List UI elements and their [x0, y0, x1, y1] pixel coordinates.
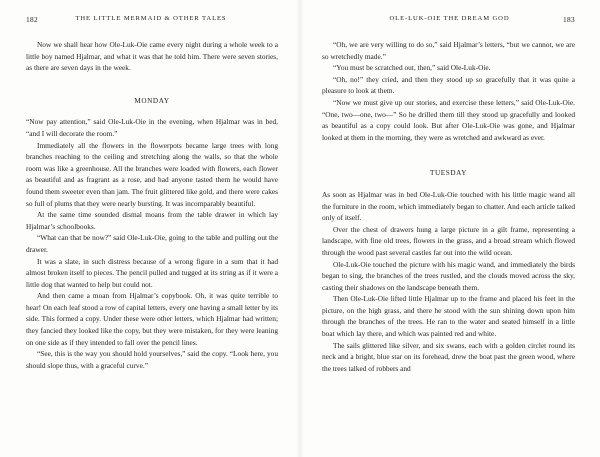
right-page	[300, 0, 600, 457]
paragraph: Then Ole-Luk-Oie lifted little Hjalmar up to the frame and placed his feet in the picture, on the high grass, and there he stood with the sun shining down upon him through the branches of the trees. He ran to the water and seated himself in a little boat which lay there, and which was painted red and white.	[322, 294, 575, 339]
right-running-title: OLE-LUK-OIE THE DREAM GOD	[389, 15, 510, 22]
paragraph: “What can that be now?” said Ole-Luk-Oie, going to the table and pulling out the drawer.	[26, 233, 278, 254]
section-heading-tuesday: TUESDAY	[429, 169, 468, 178]
paragraph: “Now we must give up our stories, and exercise these letters,” said Ole-Luk-Oie. “One, two—one, two—” So he drilled them till they stood up gracefully and looked as beautiful as a copy could look. But after Ole-Luk-Oie was gone, and Hjalmar looked at them in the morning, they were as wretched and awkward as ever.	[322, 97, 575, 142]
paragraph: Ole-Luk-Oie touched the picture with his magic wand, and immediately the birds began to sing, the branches of the trees rustled, and the clouds moved across the sky, casting their shadows on the landscape beneath them.	[322, 259, 575, 292]
left-running-title: THE LITTLE MERMAID & OTHER TALES	[75, 15, 227, 22]
paragraph: At the same time sounded dismal moans from the table drawer in which lay Hjalmar’s schoolbooks.	[26, 210, 278, 231]
paragraph: “Now pay attention,” said Ole-Luk-Oie in the evening, when Hjalmar was in bed, “and I will decorate the room.”	[26, 117, 278, 138]
paragraph: “You must be scratched out, then,” said Ole-Luk-Oie.	[333, 63, 491, 73]
paragraph: “See, this is the way you should hold yourselves,” said the copy. “Look here, you should slope thus, with a graceful curve.”	[26, 349, 278, 370]
paragraph: As soon as Hjalmar was in bed Ole-Luk-Oie touched with his little magic wand all the furniture in the room, which immediately began to chatter. And each article talked only of itself.	[322, 189, 575, 223]
paragraph: Over the chest of drawers hung a large picture in a gilt frame, representing a landscape, with fine old trees, flowers in the grass, and a broad stream which flowed through the wood past several castles far out into the wild ocean.	[322, 224, 575, 257]
paragraph: It was a slate, in such distress because of a wrong figure in a sum that it had almost broken itself to pieces. The pencil pulled and tugged at its string as if it were a little dog that wanted to help but could not.	[26, 256, 278, 289]
right-body	[322, 39, 575, 374]
left-running-head	[26, 15, 278, 24]
paragraph: “Oh, we are very willing to do so,” said Hjalmar’s letters, “but we cannot, we are so wretchedly made.”	[322, 40, 575, 61]
paragraph: The sails glittered like silver, and six swans, each with a golden circlet round its neck and a bright, blue star on its forehead, drew the boat past the green wood, where the trees talked of robbers and	[322, 340, 575, 373]
paragraph: “Oh, no!” they cried, and then they stood up so gracefully that it was quite a pleasure to look at them.	[322, 74, 575, 96]
intro-paragraph: Now we shall hear how Ole-Luk-Oie came every night during a whole week to a little boy named Hjalmar, and what it was that he told him. There were seven stories, as there are seven days in the week.	[26, 40, 278, 73]
paragraph: Immediately all the flowers in the flowerpots became large trees with long branches reaching to the ceiling and stretching along the walls, so that the whole room was like a greenhouse. All the branches were loaded with flowers, each flower as beautiful and as fragrant as a rose, and had anyone tasted them he would have found them sweeter even than jam. The fruit glittered like gold, and there were cakes so full of plums that they were nearly bursting. It was incomparably beautiful.	[26, 140, 278, 208]
left-page-number: 182	[26, 15, 38, 24]
right-page-number: 183	[563, 15, 575, 24]
left-body	[26, 39, 278, 371]
paragraph: And then came a moan from Hjalmar’s copybook. Oh, it was quite terrible to hear! On each leaf stood a row of capital letters, every one having a small letter by its side. This formed a copy. Under these were other letters, which Hjalmar had written; they fancied they looked like the copy, but they were mistaken, for they were leaning on one side as if they intended to fall over the pencil lines.	[26, 291, 278, 347]
right-running-head	[322, 15, 575, 24]
section-heading-monday: MONDAY	[134, 96, 170, 105]
